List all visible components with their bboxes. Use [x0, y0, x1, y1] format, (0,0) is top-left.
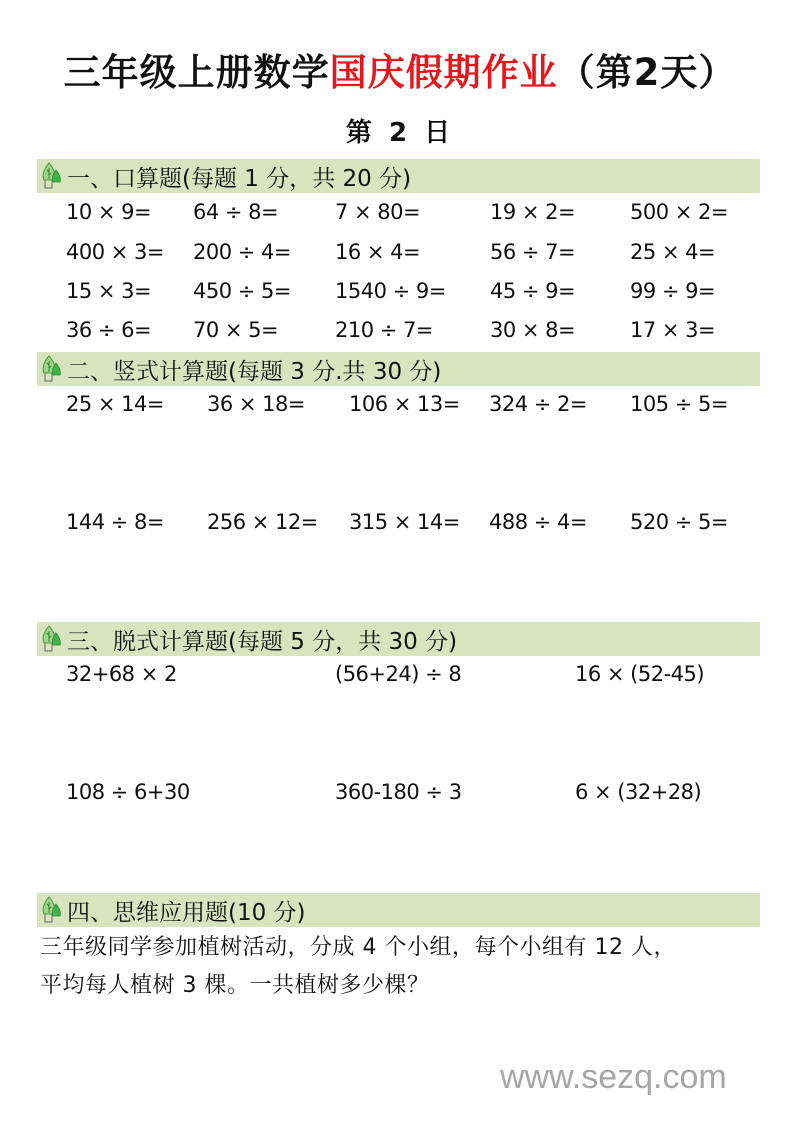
problem-item: 25 × 4=	[630, 240, 716, 264]
title-highlight: 国庆假期作业	[329, 51, 558, 94]
section-title: 二、竖式计算题(每题 3 分.共 30 分)	[67, 358, 442, 385]
problem-item: 15 × 3=	[66, 279, 152, 303]
problem-item: 400 × 3=	[66, 240, 164, 264]
problem-item: 17 × 3=	[630, 318, 716, 342]
problem-row	[0, 510, 800, 544]
title-grade: 三年级上册数学	[63, 51, 330, 94]
problem-item: 200 ÷ 4=	[193, 240, 291, 264]
problem-item: 256 × 12=	[207, 510, 318, 534]
tree-icon	[39, 625, 63, 653]
problem-row	[0, 240, 800, 274]
problem-item: 64 ÷ 8=	[193, 200, 279, 224]
problem-item: 16 × 4=	[335, 240, 421, 264]
section-title: 三、脱式计算题(每题 5 分，共 30 分)	[67, 628, 458, 655]
section-header-word-problem	[37, 893, 760, 927]
word-problem-line-1: 三年级同学参加植树活动，分成 4 个小组，每个小组有 12 人，	[40, 935, 676, 960]
problem-item: 36 ÷ 6=	[66, 318, 152, 342]
tree-icon	[39, 896, 63, 924]
watermark: www.sezq.com	[500, 1058, 727, 1096]
problem-item: 210 ÷ 7=	[335, 318, 433, 342]
problem-item: 70 × 5=	[193, 318, 279, 342]
problem-item: 36 × 18=	[207, 392, 305, 416]
section-header-step-calc	[37, 622, 760, 656]
problem-item: 315 × 14=	[349, 510, 460, 534]
problem-item: 30 × 8=	[490, 318, 576, 342]
page-subtitle: 第 2 日	[345, 118, 455, 148]
page-title	[0, 42, 800, 96]
tree-icon	[39, 355, 63, 383]
problem-item: 25 × 14=	[66, 392, 164, 416]
problem-item: 450 ÷ 5=	[193, 279, 291, 303]
problem-row	[0, 780, 800, 814]
problem-item: 10 × 9=	[66, 200, 152, 224]
problem-row	[0, 662, 800, 696]
problem-item: 56 ÷ 7=	[490, 240, 576, 264]
tree-icon	[39, 162, 63, 190]
problem-item: 16 × (52-45)	[575, 662, 705, 686]
problem-item: 520 ÷ 5=	[630, 510, 728, 534]
problem-row	[0, 392, 800, 426]
problem-item: 108 ÷ 6+30	[66, 780, 190, 804]
problem-item: 19 × 2=	[490, 200, 576, 224]
problem-item: 144 ÷ 8=	[66, 510, 164, 534]
word-problem-line-2: 平均每人植树 3 棵。一共植树多少棵？	[40, 973, 430, 998]
problem-item: 500 × 2=	[630, 200, 728, 224]
section-header-vertical-calc	[37, 352, 760, 386]
problem-item: 45 ÷ 9=	[490, 279, 576, 303]
problem-item: 7 × 80=	[335, 200, 421, 224]
problem-item: 6 × (32+28)	[575, 780, 702, 804]
problem-item: 1540 ÷ 9=	[335, 279, 446, 303]
problem-item: 99 ÷ 9=	[630, 279, 716, 303]
section-title: 一、口算题(每题 1 分，共 20 分)	[67, 165, 412, 192]
problem-item: 32+68 × 2	[66, 662, 177, 686]
title-day: （第2天）	[557, 51, 737, 94]
problem-item: (56+24) ÷ 8	[335, 662, 462, 686]
problem-item: 360-180 ÷ 3	[335, 780, 462, 804]
section-header-oral-calc	[37, 159, 760, 193]
problem-row	[0, 279, 800, 313]
problem-item: 324 ÷ 2=	[489, 392, 587, 416]
problem-row	[0, 318, 800, 352]
problem-item: 488 ÷ 4=	[489, 510, 587, 534]
section-title: 四、思维应用题(10 分)	[67, 899, 306, 926]
problem-row	[0, 200, 800, 234]
problem-item: 105 ÷ 5=	[630, 392, 728, 416]
problem-item: 106 × 13=	[349, 392, 460, 416]
